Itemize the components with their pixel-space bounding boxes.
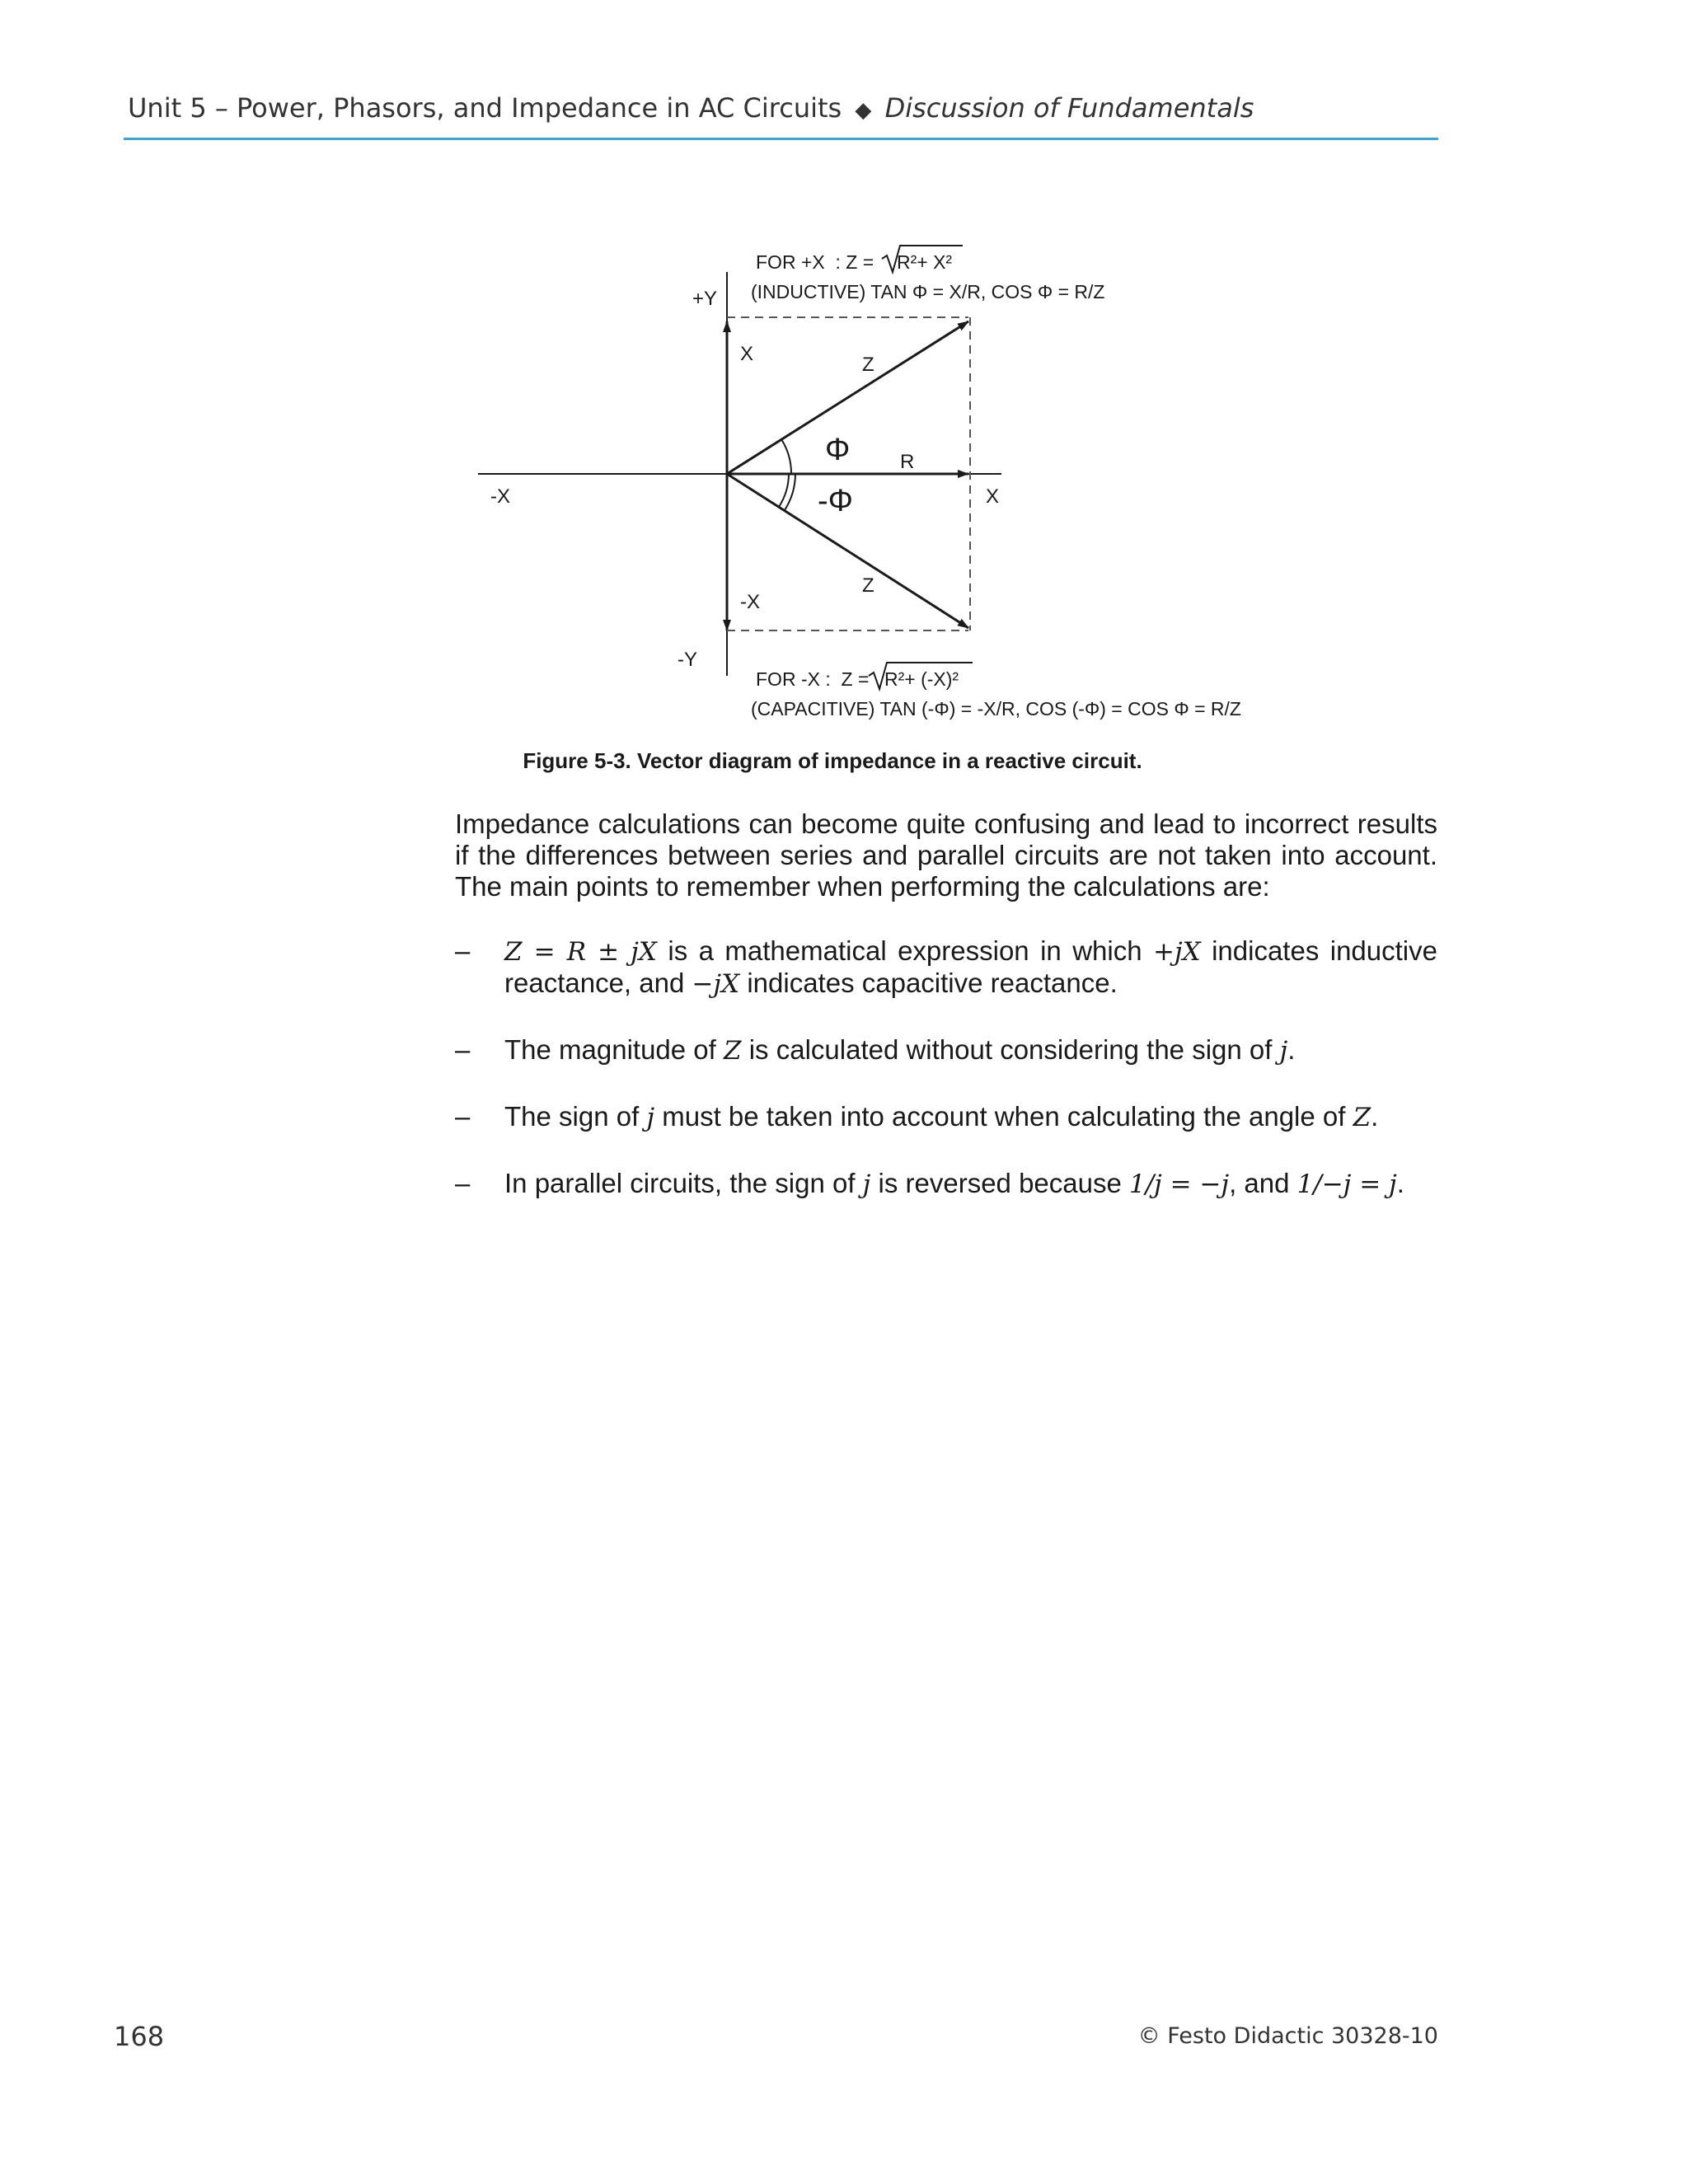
minus-phi-angle-arc-inner [779,474,789,507]
bullet-text: . [1371,1101,1379,1132]
list-item [455,1101,1437,1133]
bullet-text: . [1287,1034,1296,1065]
bullet-text: must be taken into account when calculating the angle of [654,1101,1353,1132]
x-axis-label: X [986,485,1000,508]
list-item [455,935,1437,1000]
bullet-dash: – [455,1101,471,1132]
bullet-text: is reversed because [870,1168,1130,1198]
reactance-x-label: X [740,343,754,365]
minus-x-axis-label: -X [490,485,510,508]
math-expression: Z [724,1036,742,1066]
header-unit-title: Unit 5 – Power, Phasors, and Impedance in AC Circuits [128,92,842,124]
bullet-dash: – [455,1168,471,1198]
key-points-list [455,935,1437,1235]
minus-phi-label: -Φ [818,484,853,518]
math-expression: 1/−j = j [1296,1169,1397,1199]
math-expression: j [646,1103,655,1132]
math-expression: j [862,1169,871,1199]
capacitive-formula-prefix: FOR -X : Z = [756,668,870,690]
math-expression: Z [1353,1103,1372,1132]
bullet-text: In parallel circuits, the sign of [504,1168,863,1198]
impedance-z-upper-label: Z [862,354,874,376]
intro-paragraph: Impedance calculations can become quite confusing and lead to incorrect results if the differences between series and parallel circuits are not taken into account. The main points to remember when performing the calculations are: [455,808,1437,902]
phi-angle-arc [781,439,791,474]
bullet-text: is calculated without considering the sign of [741,1034,1280,1065]
list-item [455,1034,1437,1066]
diamond-separator-icon: ◆ [855,98,872,123]
bullet-text: The sign of [504,1101,647,1132]
header-section-title: Discussion of Fundamentals [884,92,1254,124]
list-item [455,1168,1437,1200]
capacitive-formula-radicand: R²+ (-X)² [884,668,959,690]
minus-y-label: -Y [678,649,697,671]
reactance-minus-x-label: -X [740,591,760,613]
plus-y-label: +Y [692,288,718,310]
page-number: 168 [114,2021,165,2052]
inductive-formula-prefix: FOR +X : Z = [756,251,874,273]
bullet-text: , and [1229,1168,1297,1198]
figure-caption: Figure 5-3. Vector diagram of impedance in a reactive circuit. [523,748,1142,773]
bullet-dash: – [455,1034,471,1065]
bullet-text: is a mathematical expression in which [656,935,1153,966]
inductive-formula-radicand: R²+ X² [897,251,953,273]
bullet-text: indicates capacitive reactance. [739,968,1118,998]
math-expression: j [1279,1036,1288,1066]
math-expression: −jX [692,969,740,999]
bullet-text: The magnitude of [504,1034,724,1065]
copyright-notice: © Festo Didactic 30328-10 [1137,2023,1438,2049]
inductive-formula-line2: (INDUCTIVE) TAN Φ = X/R, COS Φ = R/Z [751,281,1105,302]
capacitive-formula-line2: (CAPACITIVE) TAN (-Φ) = -X/R, COS (-Φ) = COS Φ = R/Z [751,698,1241,719]
bullet-text: . [1396,1168,1404,1198]
resistance-r-label: R [900,451,915,473]
phi-label: Φ [825,433,851,467]
bullet-text: indicates inductive reactance, and [504,935,1437,998]
math-expression: Z = R ± jX [504,937,657,967]
math-expression: 1/j = −j [1129,1169,1230,1199]
impedance-z-lower-label: Z [862,574,874,597]
math-expression: +jX [1153,937,1201,967]
bullet-dash: – [455,935,471,966]
